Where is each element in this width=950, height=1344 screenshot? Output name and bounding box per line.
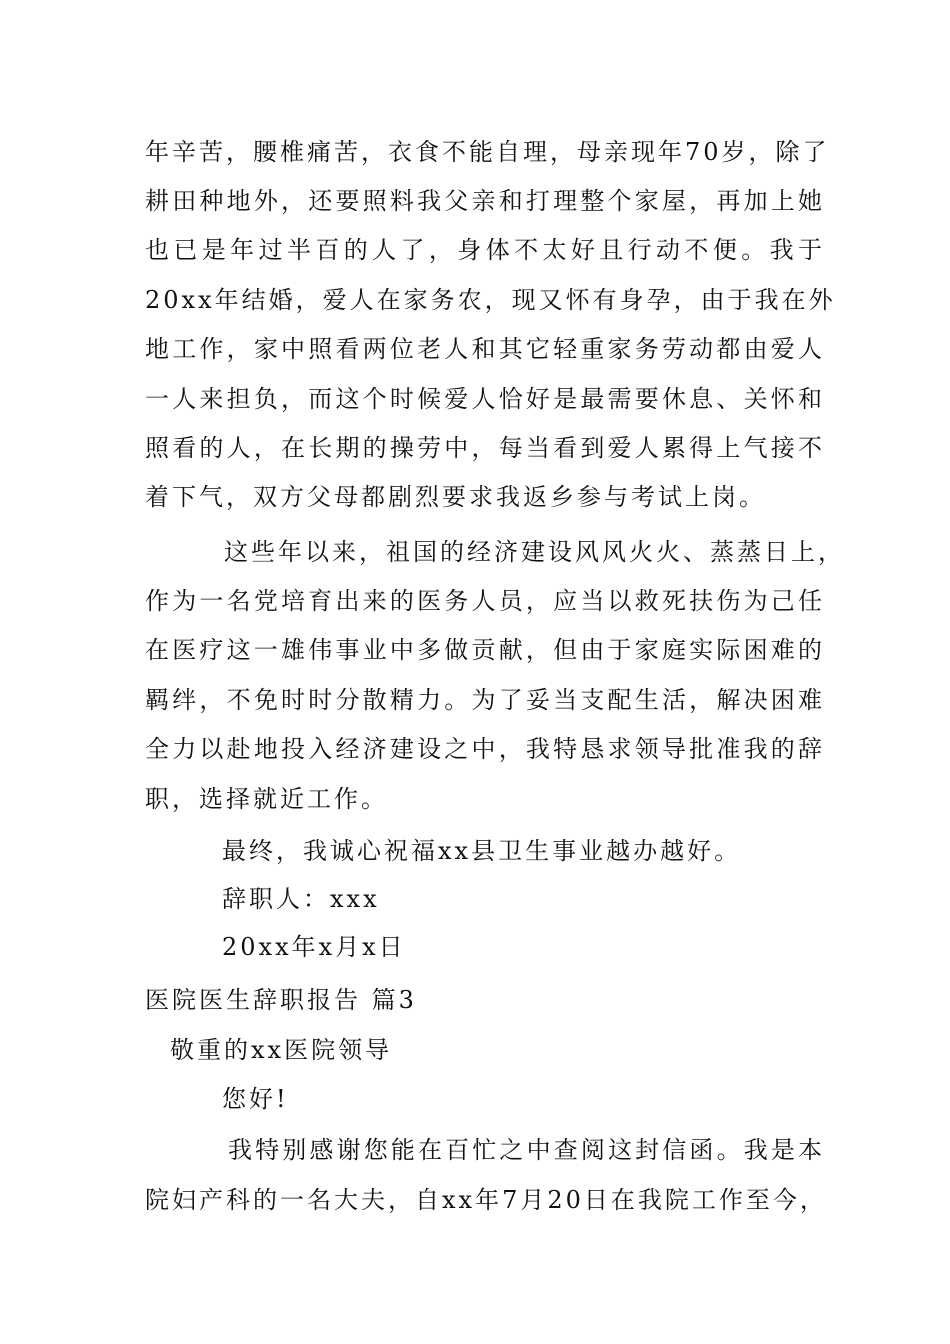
text-line: 也已是年过半百的人了，身体不太好且行动不便。我于 bbox=[145, 236, 825, 264]
text-line: 在医疗这一雄伟事业中多做贡献，但由于家庭实际困难的 bbox=[145, 636, 825, 664]
text-line: 作为一名党培育出来的医务人员，应当以救死扶伤为己任 bbox=[145, 587, 825, 615]
text-line: 这些年以来，祖国的经济建设风风火火、蒸蒸日上， bbox=[224, 538, 845, 566]
text-line: 我特别感谢您能在百忙之中查阅这封信函。我是本 bbox=[228, 1136, 825, 1164]
text-line: 一人来担负，而这个时候爱人恰好是最需要休息、关怀和 bbox=[145, 385, 825, 413]
text-line: 院妇产科的一名大夫，自xx年7月20日在我院工作至今， bbox=[145, 1186, 827, 1214]
greeting: 您好! bbox=[222, 1085, 289, 1113]
text-line: 全力以赴地投入经济建设之中，我特恳求领导批准我的辞 bbox=[145, 735, 825, 763]
text-line: 耕田种地外，还要照料我父亲和打理整个家屋，再加上她 bbox=[145, 187, 825, 215]
signer-line: 辞职人：xxx bbox=[222, 885, 380, 913]
text-line: 年辛苦，腰椎痛苦，衣食不能自理，母亲现年70岁，除了 bbox=[145, 138, 830, 166]
text-line: 着下气，双方父母都剧烈要求我返乡参与考试上岗。 bbox=[145, 483, 766, 511]
text-line: 20xx年结婚，爱人在家务农，现又怀有身孕，由于我在外 bbox=[145, 286, 836, 314]
text-line: 照看的人，在长期的操劳中，每当看到爱人累得上气接不 bbox=[145, 434, 825, 462]
text-line: 职，选择就近工作。 bbox=[145, 785, 388, 813]
section-title: 医院医生辞职报告 篇3 bbox=[145, 986, 417, 1014]
date-line: 20xx年x月x日 bbox=[222, 933, 406, 961]
salutation: 敬重的xx医院领导 bbox=[170, 1036, 393, 1064]
closing-line: 最终，我诚心祝福xx县卫生事业越办越好。 bbox=[222, 837, 742, 865]
text-line: 羁绊，不免时时分散精力。为了妥当支配生活，解决困难 bbox=[145, 686, 825, 714]
text-line: 地工作，家中照看两位老人和其它轻重家务劳动都由爱人 bbox=[145, 335, 825, 363]
